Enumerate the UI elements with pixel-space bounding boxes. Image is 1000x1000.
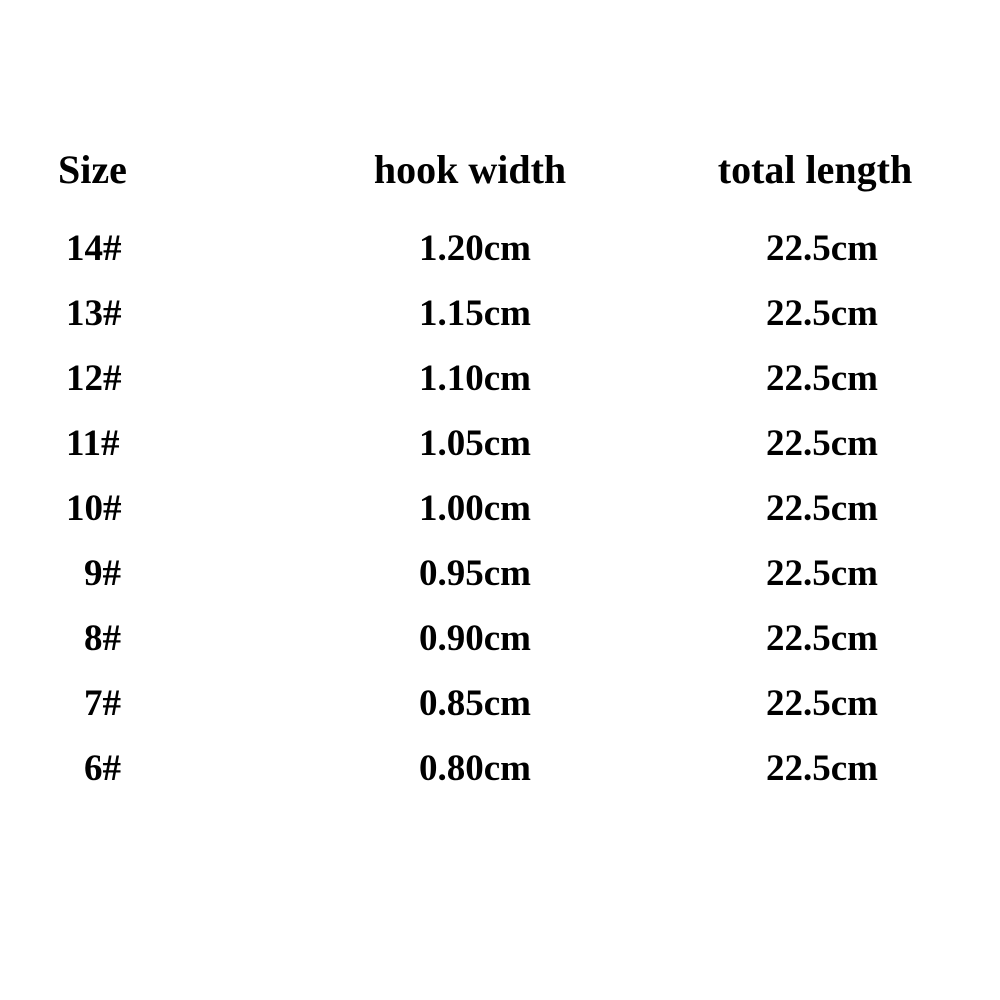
table-row — [40, 281, 980, 346]
table-row — [40, 216, 980, 281]
cell-hook-width: 1.05cm — [419, 423, 531, 464]
column-header-size: Size — [58, 147, 127, 192]
cell-total-length: 22.5cm — [766, 748, 878, 789]
cell-hook-width: 0.80cm — [419, 748, 531, 789]
cell-total-length: 22.5cm — [766, 683, 878, 724]
table-row — [40, 736, 980, 801]
cell-size: 10# — [66, 488, 122, 529]
cell-hook-width: 1.00cm — [419, 488, 531, 529]
cell-total-length: 22.5cm — [766, 228, 878, 269]
table-row — [40, 541, 980, 606]
cell-size: 9# — [84, 553, 121, 594]
cell-hook-width: 0.85cm — [419, 683, 531, 724]
cell-total-length: 22.5cm — [766, 423, 878, 464]
cell-hook-width: 1.10cm — [419, 358, 531, 399]
table-row — [40, 671, 980, 736]
column-header-total-length: total length — [717, 147, 913, 192]
cell-hook-width: 1.20cm — [419, 228, 531, 269]
table-row — [40, 606, 980, 671]
table-body — [40, 216, 980, 801]
cell-size: 7# — [84, 683, 121, 724]
cell-total-length: 22.5cm — [766, 488, 878, 529]
cell-size: 12# — [66, 358, 122, 399]
cell-size: 13# — [66, 293, 122, 334]
cell-size: 11# — [66, 423, 120, 464]
table-row — [40, 476, 980, 541]
table-row — [40, 346, 980, 411]
cell-size: 6# — [84, 748, 121, 789]
cell-size: 8# — [84, 618, 121, 659]
cell-hook-width: 0.95cm — [419, 553, 531, 594]
cell-hook-width: 1.15cm — [419, 293, 531, 334]
size-spec-table — [40, 147, 980, 801]
cell-total-length: 22.5cm — [766, 553, 878, 594]
column-header-hook-width: hook width — [373, 147, 567, 192]
cell-size: 14# — [66, 228, 122, 269]
table-header — [40, 147, 980, 216]
cell-total-length: 22.5cm — [766, 293, 878, 334]
table-header-row — [40, 150, 980, 216]
cell-total-length: 22.5cm — [766, 358, 878, 399]
cell-total-length: 22.5cm — [766, 618, 878, 659]
table-row — [40, 411, 980, 476]
cell-hook-width: 0.90cm — [419, 618, 531, 659]
